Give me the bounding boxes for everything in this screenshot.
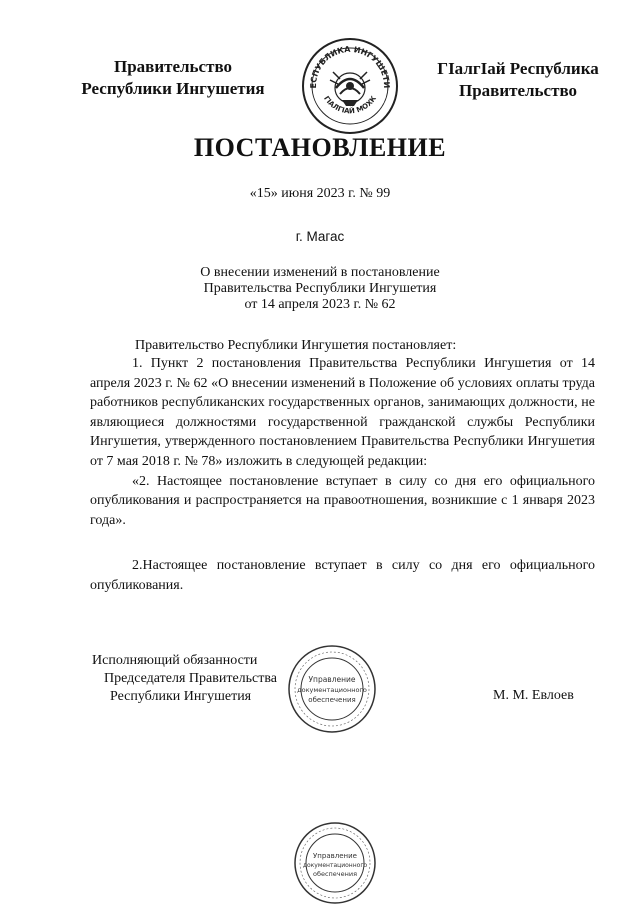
stamp-bottom-line-3: обеспечения <box>312 870 358 878</box>
emblem-text-top: ЕСПУБЛИКА ИНГУШЕТИ <box>308 44 392 89</box>
emblem-icon <box>300 36 400 136</box>
paragraph-1-quote: «2. Настоящее постановление вступает в силу со дня его официального опубликования и распространяется на правоотношения, возникшие с 1 января 2023 года». <box>90 473 595 528</box>
coat-of-arms-emblem <box>300 36 400 136</box>
signatory-line-2: Председателя Правительства <box>104 671 278 686</box>
signatory-line-1: Исполняющий обязанности <box>92 653 258 668</box>
header-right <box>418 58 618 102</box>
paragraph-1-text: 1. Пункт 2 постановления Правительства Республики Ингушетия от 14 апреля 2023 г. № 62 «О внесении изменений в Положение об условиях оплаты труда работников республиканских государственных органов, занимающих должности, не являющиеся должностями государственной гражданской службы Республики Ингушетия, утвержденного постановлением Правительства Республики Ингушетия от 7 мая 2018 г. № 78» изложить в следующей редакции: <box>90 356 595 469</box>
emblem-text-bottom: ГIАЛГIАЙ МОХК <box>322 94 378 116</box>
stamp-bottom-line-2: документационного <box>302 862 368 869</box>
stamp-line-1: Управление <box>308 675 356 684</box>
body-paragraph-2: 2.Настоящее постановление вступает в силу со дня его официального опубликования. <box>90 558 595 593</box>
office-stamp-bottom <box>292 820 378 906</box>
subject-line-3: от 14 апреля 2023 г. № 62 <box>244 297 396 312</box>
body-intro: Правительство Республики Ингушетия постановляет: <box>135 338 457 353</box>
stamp-line-3: обеспечения <box>308 696 356 704</box>
subject-line-1: О внесении изменений в постановление <box>200 265 440 280</box>
document-title: ПОСТАНОВЛЕНИЕ <box>193 133 447 162</box>
signatory-position <box>92 652 332 706</box>
stamp-line-2: документационного <box>297 686 367 694</box>
subject-line-2: Правительства Республики Ингушетия <box>203 281 437 296</box>
header-right-line-1: ГIалгIай Республика <box>437 59 599 78</box>
header-left <box>58 56 288 100</box>
city: г. Магас <box>295 229 345 244</box>
signatory-name: М. М. Евлоев <box>493 688 574 703</box>
stamp-bottom-line-1: Управление <box>313 852 357 860</box>
body-paragraph-1 <box>90 354 595 530</box>
header-left-line-2: Республики Ингушетия <box>81 79 265 98</box>
header-left-line-1: Правительство <box>113 57 233 76</box>
header-right-line-2: Правительство <box>458 81 578 100</box>
subject <box>0 265 640 313</box>
date-number-line: «15» июня 2023 г. № 99 <box>249 186 391 201</box>
signatory-line-3: Республики Ингушетия <box>110 689 252 704</box>
stamp-bottom-icon <box>292 820 378 906</box>
